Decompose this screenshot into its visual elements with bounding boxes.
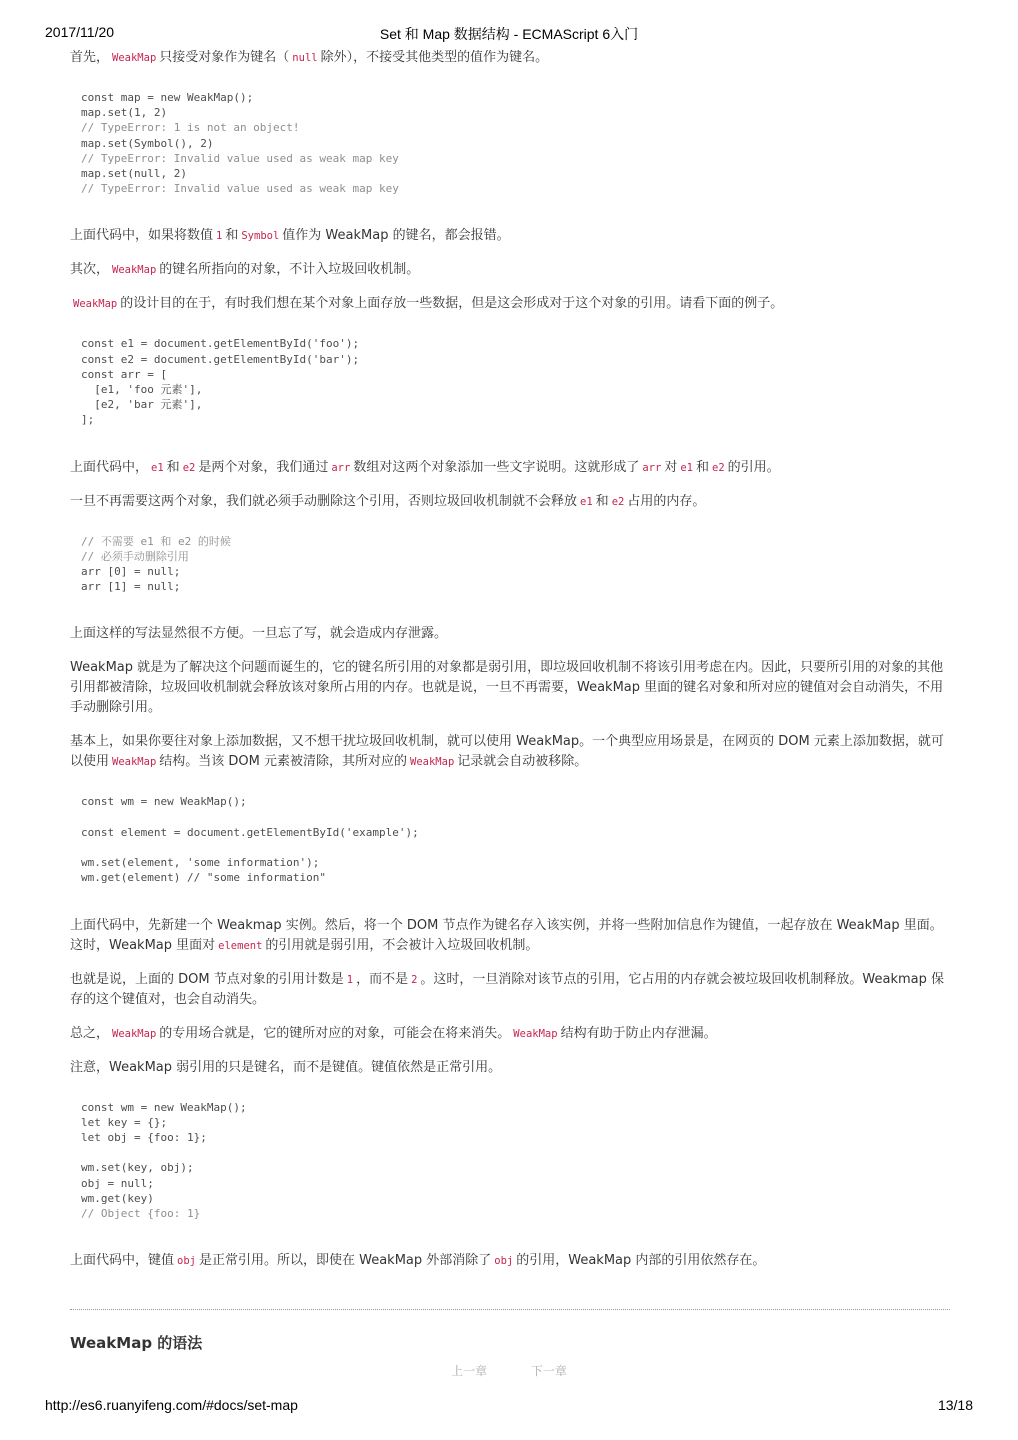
inline-code: null — [292, 52, 318, 64]
paragraph — [70, 492, 950, 512]
code-line: // TypeError: 1 is not an object! — [81, 121, 300, 135]
code-block — [70, 328, 950, 435]
next-chapter-link[interactable]: 下一章 — [530, 1364, 567, 1378]
code-line: map.set(1, 2) — [81, 106, 168, 120]
code-line: // TypeError: Invalid value used as weak map key — [81, 182, 399, 196]
inline-code: WeakMap — [112, 52, 157, 64]
code-line: // 不需要 e1 和 e2 的时候 — [81, 534, 231, 548]
text: 其次， — [70, 262, 110, 278]
code-line: let key = {}; — [81, 1115, 168, 1129]
text: ，而不是 — [356, 971, 409, 987]
inline-code: arr — [642, 461, 662, 474]
pager — [0, 1362, 1018, 1379]
code-line: // 必须手动删除引用 — [81, 549, 189, 563]
text: 结构有助于防止内存泄漏。 — [560, 1025, 717, 1041]
text: 记录就会自动被移除。 — [457, 754, 588, 770]
text: 对 — [664, 459, 678, 475]
text: 和 — [166, 459, 180, 475]
code-line: const map = new WeakMap(); — [81, 91, 254, 104]
inline-code: arr — [331, 461, 351, 474]
text: 是正常引用。所以，即使在 WeakMap 外部消除了 — [198, 1253, 492, 1269]
text: 的设计目的在于，有时我们想在某个对象上面存放一些数据，但是这会形成对于这个对象的引用。请看下面的例子。 — [120, 296, 784, 312]
paragraph — [70, 226, 950, 246]
text: 总之， — [70, 1025, 110, 1041]
text: 除外），不接受其他类型的值作为键名。 — [320, 50, 549, 65]
inline-code: e1 — [680, 461, 693, 474]
code-line: const wm = new WeakMap(); — [81, 1100, 247, 1114]
code-line: const arr = [ — [81, 367, 168, 381]
text: 和 — [225, 228, 239, 244]
code-line: obj = null; — [81, 1176, 154, 1190]
code-line: arr [0] = null; — [81, 565, 181, 579]
inline-code: 2 — [411, 973, 418, 986]
text: 的引用就是弱引用，不会被计入垃圾回收机制。 — [265, 937, 539, 953]
text: 占用的内存。 — [627, 493, 706, 509]
code-line: wm.set(element, 'some information'); — [81, 856, 320, 870]
text: 的引用。 — [727, 459, 780, 475]
code-line: wm.set(key, obj); — [81, 1161, 194, 1175]
paragraph — [70, 48, 950, 68]
paragraph — [70, 458, 950, 478]
text: 的专用场合就是，它的键所对应的对象，可能会在将来消失。 — [159, 1025, 511, 1041]
paragraph — [70, 916, 950, 956]
text: 基本上，如果你要往对象上添加数据，又不想干扰垃圾回收机制，就可以使用 WeakMap。一个典型应用场景是，在网页的 DOM 元素上添加数据，就可以使用 — [70, 734, 944, 770]
code-block — [70, 786, 950, 893]
code-line: wm.get(key) — [81, 1191, 154, 1205]
inline-code: WeakMap — [112, 1027, 157, 1040]
text: 上面代码中，键值 — [70, 1253, 175, 1269]
text: 和 — [695, 459, 709, 475]
inline-code: 1 — [346, 973, 354, 986]
paragraph — [70, 260, 950, 280]
inline-code: WeakMap — [112, 264, 157, 277]
code-line: map.set(Symbol(), 2) — [81, 136, 214, 150]
print-page-number: 13/18 — [937, 1397, 973, 1413]
code-line: const element = document.getElementById('example'); — [81, 825, 419, 839]
inline-code: WeakMap — [112, 756, 157, 769]
section-heading: WeakMap 的语法 — [70, 1334, 203, 1353]
code-line: map.set(null, 2) — [81, 167, 187, 181]
text: 。这时，一旦消除对该节点的引用，它占用的内存就会被垃圾回收机制释放。Weakmap 保存的这个键值对，也会自动消失。 — [70, 971, 945, 1007]
text: 值作为 WeakMap 的键名，都会报错。 — [282, 228, 510, 244]
inline-code: e2 — [182, 461, 196, 474]
text: 数组对这两个对象添加一些文字说明。这就形成了 — [353, 459, 640, 475]
code-line: // TypeError: Invalid value used as weak map key — [81, 151, 399, 165]
print-title: Set 和 Map 数据结构 - ECMAScript 6入门 — [379, 26, 639, 42]
code-block — [70, 82, 950, 204]
text: 和 — [595, 493, 609, 509]
paragraph: WeakMap 就是为了解决这个问题而诞生的，它的键名所引用的对象都是弱引用，即垃圾回收机制不将该引用考虑在内。因此，只要所引用的对象的其他引用都被清除，垃圾回收机制就会释放该对象所占用的内存。也就是说，一旦不再需要，WeakMap 里面的键名对象和所对应的键值对会自动消失，不用手动删除引用。 — [70, 660, 944, 716]
paragraph — [70, 732, 950, 772]
inline-code: WeakMap — [513, 1027, 558, 1040]
code-block — [70, 526, 950, 603]
code-block — [70, 1092, 950, 1230]
inline-code: WeakMap — [410, 756, 455, 769]
inline-code: obj — [177, 1255, 196, 1268]
inline-code: WeakMap — [73, 298, 118, 311]
inline-code: e1 — [151, 461, 164, 474]
inline-code: element — [218, 939, 263, 952]
inline-code: 1 — [216, 230, 223, 243]
print-date: 2017/11/20 — [45, 24, 115, 40]
inline-code: e2 — [611, 495, 625, 508]
code-line: let obj = {foo: 1}; — [81, 1131, 207, 1145]
text: 结构。当该 DOM 元素被清除，其所对应的 — [159, 754, 408, 770]
prev-chapter-link[interactable]: 上一章 — [451, 1364, 488, 1378]
section-divider — [70, 1309, 950, 1310]
text: 的键名所指向的对象，不计入垃圾回收机制。 — [159, 262, 420, 278]
print-url: http://es6.ruanyifeng.com/#docs/set-map — [45, 1397, 298, 1413]
code-line: ]; — [81, 413, 95, 427]
paragraph: 上面这样的写法显然很不方便。一旦忘了写，就会造成内存泄露。 — [70, 626, 448, 642]
text: 的引用，WeakMap 内部的引用依然存在。 — [516, 1253, 766, 1269]
article-content — [70, 48, 950, 1353]
paragraph — [70, 1251, 950, 1271]
text: 上面代码中，先新建一个 Weakmap 实例。然后，将一个 DOM 节点作为键名存入该实例，并将一些附加信息作为键值，一起存放在 WeakMap 里面。这时，WeakMap 里面对 — [70, 917, 943, 953]
code-line: const e1 = document.getElementById('foo'); — [81, 337, 360, 351]
code-line: wm.get(element) // "some information" — [81, 871, 327, 885]
inline-code: Symbol — [241, 230, 280, 243]
text: 一旦不再需要这两个对象，我们就必须手动删除这个引用，否则垃圾回收机制就不会释放 — [70, 493, 578, 509]
text: 只接受对象作为键名（ — [159, 50, 290, 65]
text: 首先， — [70, 50, 110, 65]
text: 是两个对象，我们通过 — [198, 459, 329, 475]
inline-code: e1 — [580, 495, 593, 508]
paragraph: 注意，WeakMap 弱引用的只是键名，而不是键值。键值依然是正常引用。 — [70, 1059, 502, 1075]
inline-code: obj — [494, 1255, 514, 1268]
text: 上面代码中， — [70, 459, 149, 475]
print-footer — [0, 1397, 1018, 1417]
code-line: arr [1] = null; — [81, 580, 181, 594]
paragraph — [70, 294, 950, 314]
paragraph — [70, 1024, 950, 1044]
code-line: const e2 = document.getElementById('bar'); — [81, 352, 360, 366]
code-line: [e1, 'foo 元素'], — [81, 383, 203, 397]
print-header — [0, 22, 1018, 42]
code-line: const wm = new WeakMap(); — [81, 795, 247, 809]
code-line: [e2, 'bar 元素'], — [81, 398, 203, 412]
text: 上面代码中，如果将数值 — [70, 228, 214, 244]
code-line: // Object {foo: 1} — [81, 1207, 201, 1221]
inline-code: e2 — [712, 461, 725, 474]
text: 也就是说，上面的 DOM 节点对象的引用计数是 — [70, 971, 344, 987]
paragraph — [70, 970, 950, 1010]
